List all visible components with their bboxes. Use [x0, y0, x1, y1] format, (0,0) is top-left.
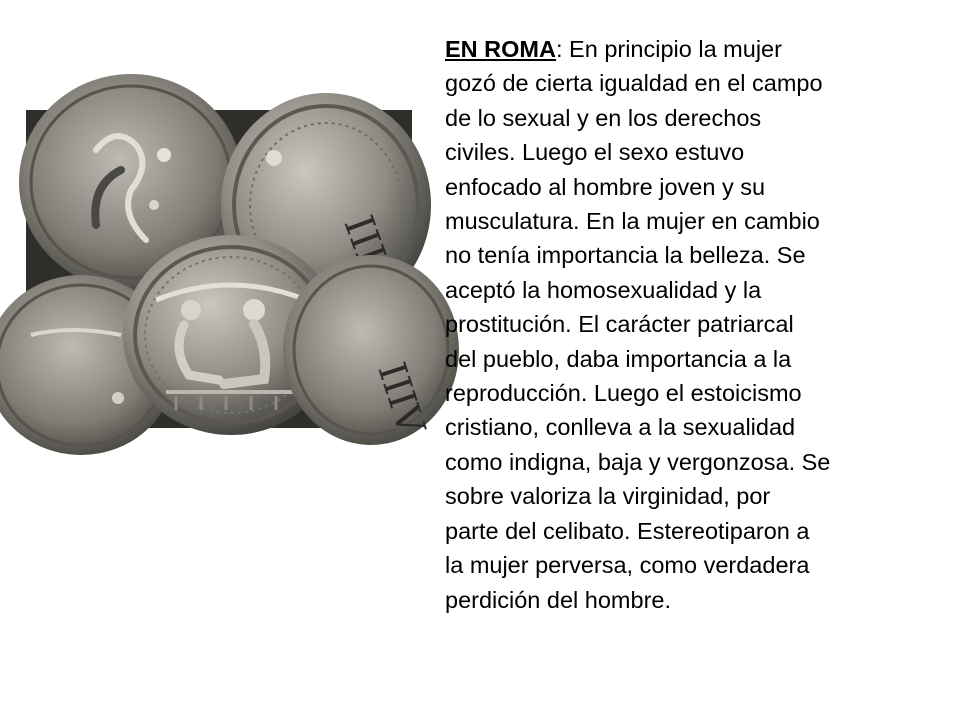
text-line-8: aceptó la homosexualidad y la	[445, 276, 762, 303]
text-line-1	[445, 32, 945, 66]
heading-separator: :	[555, 36, 563, 62]
text-line-3: de lo sexual y en los derechos	[445, 104, 762, 131]
text-line-12: cristiano, conlleva a la sexualidad	[445, 414, 796, 441]
line-1-text: En principio la mujer	[562, 36, 782, 62]
text-line-5: enfocado al hombre joven y su	[445, 173, 766, 200]
text-line-16: la mujer perversa, como verdadera	[445, 552, 810, 579]
text-line-7: no tenía importancia la belleza. Se	[445, 242, 806, 269]
text-line-6: musculatura. En la mujer en cambio	[445, 208, 820, 235]
text-line-14: sobre valoriza la virginidad, por	[445, 483, 771, 510]
text-line-2: gozó de cierta igualdad en el campo	[445, 70, 823, 97]
text-line-11: reproducción. Luego el estoicismo	[445, 380, 802, 407]
text-line-4: civiles. Luego el sexo estuvo	[445, 139, 745, 166]
slide-text-body	[445, 32, 945, 617]
text-line-10: del pueblo, daba importancia a la	[445, 345, 792, 372]
coin-numeral-bottom: IIIV	[369, 357, 434, 440]
text-line-13: como indigna, baja y vergonzosa. Se	[445, 448, 831, 475]
coins-illustration	[26, 110, 434, 440]
text-line-9: prostitución. El carácter patriarcal	[445, 311, 794, 338]
heading-en-roma: EN ROMA	[445, 36, 556, 62]
text-line-17: perdición del hombre.	[445, 586, 671, 613]
coin-bottom-right	[283, 255, 459, 445]
roman-coins-image	[26, 110, 434, 440]
text-line-15: parte del celibato. Estereotiparon a	[445, 517, 810, 544]
